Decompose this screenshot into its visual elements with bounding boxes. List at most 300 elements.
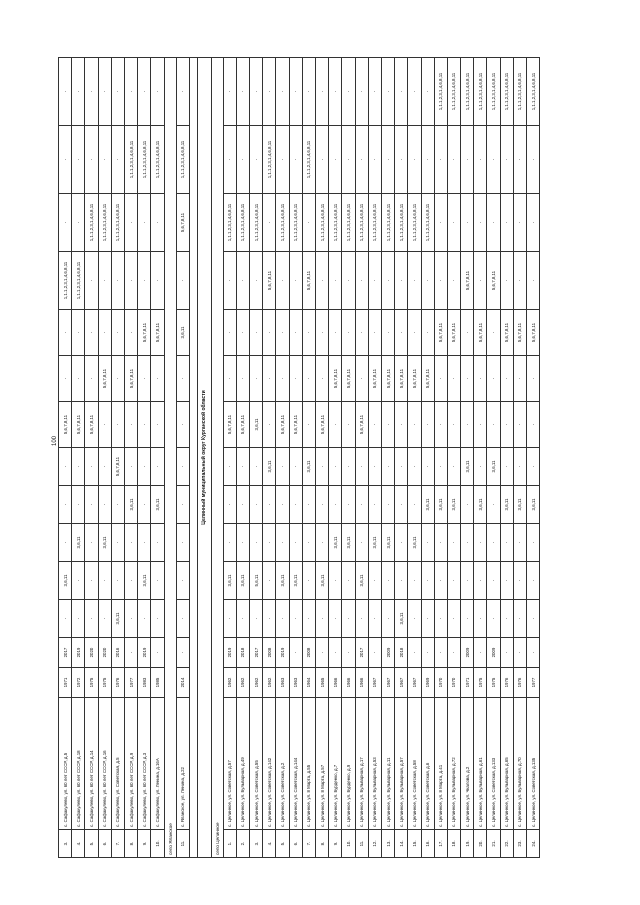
data-cell: - xyxy=(421,402,434,448)
data-cell: - xyxy=(474,252,487,310)
data-cell: - xyxy=(329,638,342,668)
data-cell: - xyxy=(395,486,408,524)
data-cell: 3,6,11 xyxy=(434,486,447,524)
address-cell: с. Целинное, ул. Советская, д.6 xyxy=(421,698,434,830)
group-title: село Целинное xyxy=(211,58,223,858)
data-cell: 5,6,7,8,11 xyxy=(408,356,421,402)
row-number-cell: 6. xyxy=(289,830,302,858)
data-cell: - xyxy=(329,126,342,194)
data-cell: - xyxy=(395,562,408,600)
row-number-cell: 4. xyxy=(72,830,85,858)
data-cell: 1976 xyxy=(513,668,526,698)
data-cell: - xyxy=(85,356,98,402)
data-cell: - xyxy=(72,562,85,600)
data-cell: 5,6,7,8,11 xyxy=(302,252,315,310)
data-cell: 1,1.1,2,3,1,4,6,8,11 xyxy=(59,252,72,310)
table-row xyxy=(447,58,460,858)
data-cell: - xyxy=(138,486,151,524)
address-cell: с. Целинное, ул. Бурденко, д.7 xyxy=(329,698,342,830)
data-cell: 5,6,7,8,11 xyxy=(316,402,329,448)
data-cell: - xyxy=(329,448,342,486)
data-cell: 3,6,11 xyxy=(151,486,164,524)
data-cell: 5,6,7,8,11 xyxy=(59,402,72,448)
data-cell: - xyxy=(151,638,164,668)
row-number-cell: 8. xyxy=(316,830,329,858)
data-cell: 3,6,11 xyxy=(98,524,111,562)
data-cell: - xyxy=(176,562,189,600)
address-cell: с. Целинное, ул. 8 Марта, д.55 xyxy=(302,698,315,830)
data-cell: - xyxy=(395,58,408,126)
data-cell: - xyxy=(302,356,315,402)
data-cell: - xyxy=(329,58,342,126)
data-cell: - xyxy=(500,194,513,252)
data-cell: - xyxy=(124,58,137,126)
data-cell: 5,6,7,8,11 xyxy=(289,402,302,448)
data-cell: - xyxy=(176,356,189,402)
data-cell: - xyxy=(408,448,421,486)
data-cell: 3,6,11 xyxy=(111,600,124,638)
address-cell: с. Целинное, ул. Бульварная, д.11 xyxy=(381,698,394,830)
address-cell: с. Целинное, ул. Бульварная, д.65 xyxy=(500,698,513,830)
data-cell: - xyxy=(527,194,540,252)
data-cell: - xyxy=(342,402,355,448)
table-row xyxy=(85,58,98,858)
table-row xyxy=(355,58,368,858)
data-cell: - xyxy=(236,448,249,486)
data-cell: 5,6,7,8,11 xyxy=(421,356,434,402)
data-cell: - xyxy=(408,126,421,194)
data-cell: - xyxy=(368,448,381,486)
data-cell: 3,6,11 xyxy=(355,562,368,600)
data-cell: - xyxy=(176,252,189,310)
data-cell: - xyxy=(236,486,249,524)
data-cell: - xyxy=(342,638,355,668)
row-number-cell: 18. xyxy=(447,830,460,858)
data-cell: - xyxy=(434,524,447,562)
data-cell: 1,1.1,2,3,1,4,6,8,11 xyxy=(513,58,526,126)
data-cell: 3,6,11 xyxy=(487,448,500,486)
address-cell: с. Целинное, ул. Бульварная, д.57 xyxy=(395,698,408,830)
address-cell: с. Сафакулево, ул. 60 лет СССР, д.9 xyxy=(124,698,137,830)
data-cell: - xyxy=(421,562,434,600)
data-cell: 5,6,7,8,11 xyxy=(434,310,447,356)
data-cell: - xyxy=(500,356,513,402)
data-cell: - xyxy=(434,402,447,448)
data-cell: - xyxy=(527,126,540,194)
data-cell: - xyxy=(461,126,474,194)
data-cell: - xyxy=(263,562,276,600)
data-cell: 2019 xyxy=(72,638,85,668)
data-cell: - xyxy=(124,562,137,600)
data-cell: 2018 xyxy=(395,638,408,668)
address-cell: с. Целинное, ул. Бурденко, д.9 xyxy=(342,698,355,830)
data-cell: - xyxy=(329,402,342,448)
data-cell: - xyxy=(527,252,540,310)
data-cell: - xyxy=(381,600,394,638)
data-cell: - xyxy=(98,252,111,310)
data-cell: 2019 xyxy=(138,638,151,668)
data-cell: - xyxy=(263,600,276,638)
address-cell: с. Сафакулево, ул. 60 лет СССР, д.14 xyxy=(85,698,98,830)
data-cell: - xyxy=(276,310,289,356)
table-row xyxy=(395,58,408,858)
table-row xyxy=(98,58,111,858)
address-cell: с. Целинное, ул. Бульварная, д.61 xyxy=(474,698,487,830)
data-cell: - xyxy=(487,310,500,356)
data-cell: 2009 xyxy=(487,638,500,668)
data-cell: 3,6,11 xyxy=(236,562,249,600)
data-cell: 3,6,11 xyxy=(72,524,85,562)
data-cell: - xyxy=(368,600,381,638)
data-cell: 2017 xyxy=(250,638,263,668)
data-cell: - xyxy=(223,310,236,356)
data-cell: - xyxy=(434,252,447,310)
row-number-cell: 12. xyxy=(368,830,381,858)
data-cell: - xyxy=(355,448,368,486)
row-number-cell: 3. xyxy=(59,830,72,858)
data-cell: - xyxy=(355,600,368,638)
data-cell: - xyxy=(236,310,249,356)
data-cell: - xyxy=(111,402,124,448)
data-cell: - xyxy=(302,562,315,600)
data-cell: - xyxy=(461,600,474,638)
data-cell: - xyxy=(263,486,276,524)
data-cell: 5,6,7,8,11 xyxy=(500,310,513,356)
data-cell: 3,6,11 xyxy=(447,486,460,524)
data-cell: - xyxy=(85,310,98,356)
address-cell: с. Целинное, ул. Советская, д.144 xyxy=(289,698,302,830)
data-cell: 1962 xyxy=(263,668,276,698)
data-cell: - xyxy=(276,524,289,562)
data-cell: 1,1.1,2,3,1,4,6,8,11 xyxy=(223,194,236,252)
data-cell: 1,1.1,2,3,1,4,6,8,11 xyxy=(138,126,151,194)
data-cell: - xyxy=(487,600,500,638)
data-cell: - xyxy=(461,356,474,402)
data-cell: - xyxy=(408,402,421,448)
data-cell: - xyxy=(85,58,98,126)
data-cell: - xyxy=(223,58,236,126)
data-cell: - xyxy=(342,58,355,126)
data-cell: - xyxy=(447,126,460,194)
data-cell: 1,1.1,2,3,1,4,6,8,11 xyxy=(111,194,124,252)
data-cell: - xyxy=(236,252,249,310)
data-cell: - xyxy=(302,402,315,448)
data-cell: - xyxy=(138,356,151,402)
row-number-cell: 5. xyxy=(276,830,289,858)
data-cell: - xyxy=(513,194,526,252)
data-cell: - xyxy=(408,486,421,524)
row-number-cell: 11. xyxy=(355,830,368,858)
data-cell: - xyxy=(474,638,487,668)
data-cell: - xyxy=(59,600,72,638)
data-cell: - xyxy=(434,562,447,600)
data-cell: 2019 xyxy=(223,638,236,668)
table-row xyxy=(289,58,302,858)
data-cell: - xyxy=(368,562,381,600)
table-row xyxy=(487,58,500,858)
data-cell: - xyxy=(461,486,474,524)
data-cell: - xyxy=(302,194,315,252)
data-cell: - xyxy=(487,486,500,524)
data-cell: - xyxy=(124,252,137,310)
table-row xyxy=(381,58,394,858)
data-cell: 1,1.1,2,3,1,4,6,8,11 xyxy=(316,194,329,252)
data-cell: - xyxy=(447,356,460,402)
data-cell: 5,6,7,8,11 xyxy=(461,252,474,310)
data-cell: - xyxy=(59,58,72,126)
data-cell: - xyxy=(138,524,151,562)
data-cell: 3,6,11 xyxy=(316,562,329,600)
data-cell: - xyxy=(176,600,189,638)
data-cell: 5,6,7,8,11 xyxy=(263,252,276,310)
address-cell: с. Сафакулево, ул. 60 лет СССР, д.3 xyxy=(138,698,151,830)
data-cell: - xyxy=(276,356,289,402)
table-row xyxy=(124,58,137,858)
data-cell: 1963 xyxy=(289,668,302,698)
row-number-cell: 14. xyxy=(395,830,408,858)
address-cell: с. Целинное, ул. Советская, д.135 xyxy=(527,698,540,830)
data-cell: - xyxy=(408,252,421,310)
data-cell: 1,1.1,2,3,1,4,6,8,11 xyxy=(381,194,394,252)
data-cell: - xyxy=(408,638,421,668)
data-cell: - xyxy=(447,524,460,562)
table-row xyxy=(59,58,72,858)
data-cell: - xyxy=(527,600,540,638)
data-cell: - xyxy=(342,126,355,194)
data-cell: - xyxy=(302,486,315,524)
section-header-row xyxy=(197,58,211,858)
row-number-cell: 10. xyxy=(151,830,164,858)
data-cell: - xyxy=(513,252,526,310)
data-cell: - xyxy=(72,356,85,402)
data-cell: 1,1.1,2,3,1,4,6,8,11 xyxy=(236,194,249,252)
row-number-cell: 6. xyxy=(98,830,111,858)
data-cell: 3,6,11 xyxy=(368,524,381,562)
data-cell: - xyxy=(395,126,408,194)
data-cell: - xyxy=(513,356,526,402)
data-cell: - xyxy=(355,58,368,126)
data-cell: 1,1.1,2,3,1,4,6,8,11 xyxy=(368,194,381,252)
data-cell: - xyxy=(72,58,85,126)
data-cell: - xyxy=(72,126,85,194)
data-cell: - xyxy=(263,194,276,252)
data-cell: - xyxy=(302,58,315,126)
table-body xyxy=(59,58,540,858)
data-cell: - xyxy=(276,448,289,486)
table-row xyxy=(434,58,447,858)
data-cell: - xyxy=(421,58,434,126)
data-cell: 1985 xyxy=(151,668,164,698)
row-number-cell: 23. xyxy=(513,830,526,858)
data-cell: 2019 xyxy=(276,638,289,668)
data-cell: - xyxy=(408,600,421,638)
data-cell: - xyxy=(395,252,408,310)
row-number-cell: 8. xyxy=(124,830,137,858)
data-cell: 5,6,7,8,11 xyxy=(276,402,289,448)
data-cell: 1976 xyxy=(500,668,513,698)
data-cell: - xyxy=(381,310,394,356)
data-cell: - xyxy=(98,448,111,486)
data-cell: - xyxy=(250,126,263,194)
data-cell: - xyxy=(368,58,381,126)
data-cell: - xyxy=(421,638,434,668)
data-cell: 5,6,7,8,11 xyxy=(98,356,111,402)
data-cell: 2008 xyxy=(263,638,276,668)
data-cell: 1,1.1,2,3,1,4,6,8,11 xyxy=(474,58,487,126)
data-cell: - xyxy=(500,562,513,600)
data-cell: 5,6,7,8,11 xyxy=(474,310,487,356)
address-cell: с. Сафакулево, ул. Ленина, д.16А xyxy=(151,698,164,830)
data-cell: 2017 xyxy=(355,638,368,668)
data-cell: 2014 xyxy=(176,668,189,698)
data-cell: - xyxy=(151,356,164,402)
table-row xyxy=(329,58,342,858)
data-cell: - xyxy=(276,486,289,524)
data-cell: 1,1.1,2,3,1,4,6,8,11 xyxy=(527,58,540,126)
data-cell: - xyxy=(124,638,137,668)
data-cell: 1969 xyxy=(421,668,434,698)
row-number-cell: 20. xyxy=(474,830,487,858)
data-cell: 5,6,7,8,11 xyxy=(513,310,526,356)
data-cell: - xyxy=(316,58,329,126)
data-cell: 3,6,11 xyxy=(461,448,474,486)
data-cell: 1967 xyxy=(381,668,394,698)
data-cell: - xyxy=(461,310,474,356)
spacer-row xyxy=(189,58,197,858)
data-cell: 1966 xyxy=(355,668,368,698)
data-cell: - xyxy=(487,562,500,600)
data-cell: 1971 xyxy=(461,668,474,698)
data-cell: - xyxy=(421,448,434,486)
data-cell: - xyxy=(236,58,249,126)
data-cell: 5,6,7,8,11 xyxy=(368,356,381,402)
data-cell: - xyxy=(408,58,421,126)
data-cell: - xyxy=(263,58,276,126)
data-cell: - xyxy=(395,524,408,562)
row-number-cell: 7. xyxy=(111,830,124,858)
row-number-cell: 4. xyxy=(263,830,276,858)
data-cell: 1977 xyxy=(124,668,137,698)
data-cell: - xyxy=(289,252,302,310)
data-cell: - xyxy=(223,356,236,402)
data-cell: - xyxy=(421,524,434,562)
data-cell: - xyxy=(124,448,137,486)
data-cell: 1,1.1,2,3,1,4,6,8,11 xyxy=(434,58,447,126)
data-cell: - xyxy=(176,638,189,668)
data-cell: - xyxy=(124,600,137,638)
data-cell: - xyxy=(474,126,487,194)
data-cell: - xyxy=(421,600,434,638)
data-cell: - xyxy=(124,402,137,448)
data-cell: 5,6,7,8,11 xyxy=(138,310,151,356)
table-row xyxy=(474,58,487,858)
data-cell: - xyxy=(316,448,329,486)
data-cell: 5,6,7,8,11 xyxy=(487,252,500,310)
address-cell: с. Целинное, ул. Советская, д.2 xyxy=(276,698,289,830)
data-cell: - xyxy=(138,58,151,126)
data-cell: - xyxy=(223,448,236,486)
data-cell: - xyxy=(368,126,381,194)
data-cell: 1977 xyxy=(527,668,540,698)
data-cell: 1963 xyxy=(276,668,289,698)
data-cell: 3,6,11 xyxy=(395,600,408,638)
data-cell: 1,1.1,2,3,1,4,6,8,11 xyxy=(124,126,137,194)
table-container xyxy=(58,58,536,858)
data-cell: - xyxy=(513,402,526,448)
data-cell: 1,1.1,2,3,1,4,6,8,11 xyxy=(487,58,500,126)
data-cell: - xyxy=(434,448,447,486)
data-cell: - xyxy=(342,562,355,600)
data-cell: - xyxy=(316,356,329,402)
data-cell: - xyxy=(487,126,500,194)
data-cell: - xyxy=(447,600,460,638)
data-cell: - xyxy=(138,448,151,486)
data-cell: - xyxy=(276,252,289,310)
data-cell: - xyxy=(355,486,368,524)
data-cell: 1967 xyxy=(408,668,421,698)
data-cell: - xyxy=(500,402,513,448)
data-cell: 1964 xyxy=(302,668,315,698)
data-cell: - xyxy=(72,310,85,356)
row-number-cell: 7. xyxy=(302,830,315,858)
data-cell: 1967 xyxy=(395,668,408,698)
table-row xyxy=(421,58,434,858)
data-cell: 3,6,11 xyxy=(250,402,263,448)
address-cell: с. Целинное, ул. Советская, д.133 xyxy=(487,698,500,830)
table-row xyxy=(176,58,189,858)
data-cell: - xyxy=(59,448,72,486)
data-cell: 5,6,7,8,11 xyxy=(381,356,394,402)
data-cell: - xyxy=(368,252,381,310)
data-cell: - xyxy=(250,486,263,524)
data-cell: - xyxy=(250,356,263,402)
data-cell: - xyxy=(59,524,72,562)
data-cell: - xyxy=(395,448,408,486)
data-cell: - xyxy=(461,524,474,562)
data-cell: - xyxy=(223,600,236,638)
data-cell: - xyxy=(138,252,151,310)
data-cell: - xyxy=(59,194,72,252)
data-cell: - xyxy=(151,194,164,252)
address-cell: с. Целинное, ул. Бульварная, д.49 xyxy=(236,698,249,830)
data-cell: - xyxy=(368,310,381,356)
data-cell: - xyxy=(447,638,460,668)
table-row xyxy=(151,58,164,858)
data-cell: - xyxy=(474,356,487,402)
data-cell: - xyxy=(513,126,526,194)
data-cell: - xyxy=(223,524,236,562)
data-cell: - xyxy=(513,600,526,638)
data-cell: 1965 xyxy=(316,668,329,698)
data-cell: - xyxy=(138,402,151,448)
data-cell: - xyxy=(59,126,72,194)
data-cell: - xyxy=(111,356,124,402)
data-cell: - xyxy=(342,600,355,638)
data-cell: 5,6,7,8,11 xyxy=(176,194,189,252)
data-cell: - xyxy=(250,310,263,356)
data-cell: - xyxy=(513,562,526,600)
data-cell: 5,6,7,8,11 xyxy=(527,310,540,356)
data-cell: 2020 xyxy=(85,638,98,668)
data-cell: - xyxy=(302,600,315,638)
table-row xyxy=(263,58,276,858)
table-row xyxy=(500,58,513,858)
data-cell: - xyxy=(263,310,276,356)
data-cell: 1,1.1,2,3,1,4,6,8,11 xyxy=(263,126,276,194)
data-cell: 5,6,7,8,11 xyxy=(151,310,164,356)
data-cell: - xyxy=(500,524,513,562)
table-row xyxy=(461,58,474,858)
